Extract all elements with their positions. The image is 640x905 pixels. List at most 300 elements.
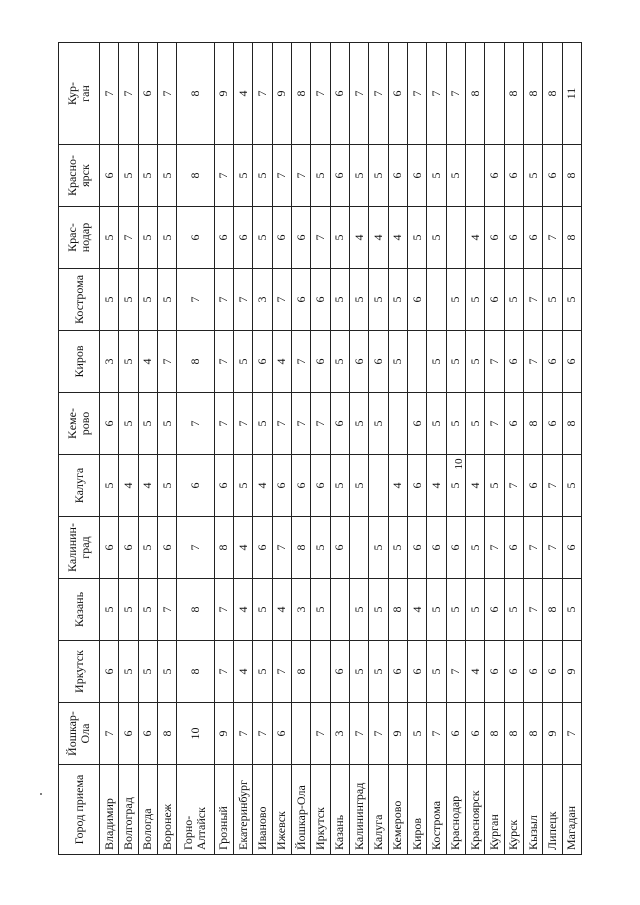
value-cell: 6	[543, 331, 562, 393]
value-cell: 5	[427, 331, 446, 393]
value-cell: 5	[446, 393, 465, 455]
city-name-line: Казань	[332, 814, 347, 850]
value-cell: 9	[214, 703, 233, 765]
value-cell: 9	[543, 703, 562, 765]
value-cell: 5	[427, 393, 446, 455]
value-cell: 6	[138, 43, 157, 145]
value-cell: 5	[157, 145, 176, 207]
value-cell: 5	[349, 579, 368, 641]
city-cell	[330, 765, 349, 855]
city-name-line: Ижевск	[274, 811, 289, 850]
city-cell	[523, 765, 542, 855]
value-cell: 5	[349, 393, 368, 455]
table-row	[177, 43, 214, 855]
value-cell: 7	[272, 393, 291, 455]
value-cell: 4	[272, 579, 291, 641]
value-cell: 5	[157, 641, 176, 703]
table-row	[523, 43, 542, 855]
value-cell: 6	[157, 517, 176, 579]
page-number: 10	[453, 458, 465, 470]
value-cell: 5	[562, 269, 582, 331]
value-cell: 5	[465, 517, 484, 579]
value-cell: 7	[523, 269, 542, 331]
table-row	[407, 43, 426, 855]
value-cell: 7	[100, 703, 119, 765]
value-cell: 5	[253, 579, 272, 641]
value-cell: 6	[427, 517, 446, 579]
value-cell: 6	[407, 641, 426, 703]
column-header-line: Кур-	[65, 81, 79, 106]
value-cell: 5	[138, 269, 157, 331]
value-cell: 6	[504, 207, 523, 269]
column-header-line: ярск	[78, 164, 92, 187]
city-cell	[272, 765, 291, 855]
value-cell: 7	[311, 703, 330, 765]
value-cell: 7	[427, 703, 446, 765]
value-cell: 7	[369, 43, 388, 145]
city-name-line: Иваново	[254, 806, 269, 850]
value-cell: 7	[233, 393, 252, 455]
city-name-line: Липецк	[544, 811, 559, 850]
city-cell	[291, 765, 310, 855]
value-cell: 7	[214, 145, 233, 207]
value-cell: 5	[562, 455, 582, 517]
value-cell: 4	[119, 455, 138, 517]
value-cell	[369, 455, 388, 517]
value-cell: 8	[157, 703, 176, 765]
value-cell: 8	[465, 43, 484, 145]
value-cell: 6	[523, 455, 542, 517]
value-cell: 5	[138, 207, 157, 269]
value-cell: 6	[291, 269, 310, 331]
city-name-line: Грозный	[216, 806, 231, 850]
value-cell: 6	[465, 703, 484, 765]
value-cell: 5	[543, 269, 562, 331]
column-header-line: Киров	[71, 345, 86, 378]
value-cell: 5	[369, 517, 388, 579]
value-cell: 7	[523, 331, 542, 393]
value-cell: 5	[523, 145, 542, 207]
value-cell: 6	[272, 703, 291, 765]
value-cell: 5	[427, 579, 446, 641]
value-cell: 5	[157, 207, 176, 269]
column-header-line: Иркутск	[71, 650, 86, 693]
value-cell: 6	[330, 641, 349, 703]
value-cell: 5	[349, 641, 368, 703]
value-cell: 6	[485, 207, 504, 269]
value-cell: 4	[388, 455, 407, 517]
value-cell: 4	[407, 579, 426, 641]
value-cell: 8	[177, 579, 214, 641]
value-cell	[311, 641, 330, 703]
value-cell: 5	[311, 145, 330, 207]
table-row	[100, 43, 119, 855]
city-cell	[233, 765, 252, 855]
value-cell: 7	[177, 517, 214, 579]
city-name-line: Кострома	[428, 800, 443, 850]
column-header	[59, 393, 100, 455]
transfer-days-table	[58, 42, 582, 855]
value-cell: 7	[157, 43, 176, 145]
value-cell: 4	[233, 43, 252, 145]
value-cell: 5	[465, 269, 484, 331]
city-cell	[177, 765, 214, 855]
value-cell: 5	[138, 517, 157, 579]
table-row	[369, 43, 388, 855]
value-cell: 6	[291, 455, 310, 517]
value-cell: 4	[427, 455, 446, 517]
value-cell: 6	[272, 455, 291, 517]
table-row	[253, 43, 272, 855]
value-cell: 5	[100, 207, 119, 269]
value-cell: 8	[177, 331, 214, 393]
value-cell: 7	[562, 703, 582, 765]
scan-speck	[40, 793, 42, 795]
value-cell: 8	[523, 393, 542, 455]
city-cell	[504, 765, 523, 855]
value-cell: 7	[446, 43, 465, 145]
value-cell: 5	[119, 641, 138, 703]
value-cell: 7	[543, 207, 562, 269]
value-cell: 7	[504, 455, 523, 517]
value-cell: 6	[214, 455, 233, 517]
value-cell: 4	[233, 517, 252, 579]
value-cell: 6	[311, 455, 330, 517]
value-cell: 5	[504, 579, 523, 641]
value-cell: 5	[330, 331, 349, 393]
value-cell: 9	[214, 43, 233, 145]
table-row	[214, 43, 233, 855]
value-cell: 3	[291, 579, 310, 641]
value-cell: 6	[177, 455, 214, 517]
value-cell: 5	[119, 269, 138, 331]
value-cell: 3	[330, 703, 349, 765]
value-cell: 7	[291, 393, 310, 455]
value-cell: 6	[233, 207, 252, 269]
value-cell: 5	[119, 331, 138, 393]
value-cell: 8	[523, 43, 542, 145]
value-cell: 5	[465, 393, 484, 455]
city-cell	[100, 765, 119, 855]
table-row	[291, 43, 310, 855]
city-name-line: Кемерово	[390, 800, 405, 850]
value-cell: 5	[446, 269, 465, 331]
value-cell: 7	[157, 331, 176, 393]
value-cell: 6	[138, 703, 157, 765]
value-cell: 7	[233, 703, 252, 765]
column-header	[59, 579, 100, 641]
value-cell: 6	[504, 641, 523, 703]
table-row	[504, 43, 523, 855]
value-cell: 5	[465, 579, 484, 641]
value-cell: 6	[485, 269, 504, 331]
value-cell: 6	[485, 145, 504, 207]
value-cell: 5	[388, 269, 407, 331]
value-cell: 5	[349, 269, 368, 331]
table-body	[100, 43, 582, 855]
city-name-line: Вологда	[140, 808, 155, 850]
value-cell: 7	[272, 145, 291, 207]
value-cell: 8	[523, 703, 542, 765]
value-cell: 5	[369, 269, 388, 331]
city-name-line: Магадан	[564, 805, 579, 850]
value-cell: 5	[465, 331, 484, 393]
value-cell: 8	[485, 703, 504, 765]
value-cell: 7	[427, 43, 446, 145]
value-cell: 7	[349, 703, 368, 765]
city-name-line: Краснодар	[448, 795, 463, 850]
value-cell: 7	[543, 455, 562, 517]
value-cell: 10	[177, 703, 214, 765]
value-cell: 7	[485, 393, 504, 455]
value-cell: 6	[543, 393, 562, 455]
value-cell: 5	[330, 455, 349, 517]
city-name-line: Курск	[506, 819, 521, 850]
value-cell: 6	[407, 455, 426, 517]
column-header	[59, 641, 100, 703]
value-cell: 5	[485, 455, 504, 517]
value-cell: 4	[465, 455, 484, 517]
value-cell: 8	[562, 207, 582, 269]
column-header	[59, 145, 100, 207]
value-cell: 6	[291, 207, 310, 269]
column-header-line: ган	[78, 85, 92, 102]
value-cell: 7	[349, 43, 368, 145]
city-name-line: Калининград	[351, 782, 366, 850]
table-row	[349, 43, 368, 855]
table-row	[543, 43, 562, 855]
value-cell: 5	[138, 579, 157, 641]
value-cell: 5	[446, 331, 465, 393]
value-cell: 7	[485, 331, 504, 393]
city-cell	[349, 765, 368, 855]
table-row	[330, 43, 349, 855]
value-cell: 4	[369, 207, 388, 269]
city-cell	[485, 765, 504, 855]
value-cell: 8	[177, 43, 214, 145]
value-cell: 6	[311, 269, 330, 331]
value-cell: 7	[523, 517, 542, 579]
city-cell	[253, 765, 272, 855]
value-cell: 4	[465, 207, 484, 269]
value-cell: 6	[100, 393, 119, 455]
value-cell: 6	[272, 207, 291, 269]
column-header	[59, 517, 100, 579]
value-cell: 5	[253, 145, 272, 207]
value-cell	[427, 269, 446, 331]
value-cell: 5	[349, 455, 368, 517]
value-cell: 6	[214, 207, 233, 269]
value-cell	[485, 43, 504, 145]
value-cell: 7	[100, 43, 119, 145]
value-cell: 6	[543, 641, 562, 703]
value-cell: 7	[291, 331, 310, 393]
value-cell: 6	[504, 331, 523, 393]
value-cell: 7	[157, 579, 176, 641]
column-header	[59, 455, 100, 517]
value-cell: 9	[562, 641, 582, 703]
column-header-line: Ола	[78, 723, 92, 744]
value-cell	[349, 517, 368, 579]
value-cell: 5	[157, 455, 176, 517]
city-name-line: Красноярск	[467, 790, 482, 850]
value-cell: 6	[407, 145, 426, 207]
value-cell: 5	[233, 145, 252, 207]
value-cell: 8	[291, 43, 310, 145]
value-cell: 6	[100, 641, 119, 703]
value-cell: 7	[177, 393, 214, 455]
city-cell	[369, 765, 388, 855]
value-cell: 5	[100, 455, 119, 517]
city-cell	[157, 765, 176, 855]
value-cell: 4	[138, 331, 157, 393]
city-name-line: Воронеж	[159, 803, 174, 850]
value-cell: 5	[427, 641, 446, 703]
value-cell: 6	[504, 517, 523, 579]
column-header-line: Крас-	[65, 223, 79, 252]
value-cell: 7	[446, 641, 465, 703]
column-header	[59, 207, 100, 269]
city-cell	[388, 765, 407, 855]
value-cell: 4	[253, 455, 272, 517]
value-cell: 5	[311, 517, 330, 579]
city-name-line: Горно-	[181, 815, 196, 850]
value-cell: 5	[138, 393, 157, 455]
value-cell: 8	[388, 579, 407, 641]
value-cell: 5	[427, 145, 446, 207]
value-cell: 5	[349, 145, 368, 207]
city-name-line: Волгоград	[120, 797, 135, 850]
value-cell: 4	[349, 207, 368, 269]
column-header	[59, 331, 100, 393]
value-cell: 5	[100, 579, 119, 641]
value-cell: 5	[504, 269, 523, 331]
value-cell: 8	[214, 517, 233, 579]
value-cell: 4	[138, 455, 157, 517]
value-cell: 7	[311, 43, 330, 145]
city-name-line: Киров	[409, 817, 424, 850]
city-name-line: Иркутск	[312, 807, 327, 850]
column-header-line: Кострома	[71, 274, 86, 325]
column-header-line: Красно-	[65, 154, 79, 197]
value-cell: 7	[214, 331, 233, 393]
value-cell: 6	[388, 641, 407, 703]
value-cell: 8	[291, 641, 310, 703]
value-cell: 7	[177, 269, 214, 331]
value-cell	[388, 393, 407, 455]
value-cell: 5	[253, 207, 272, 269]
value-cell: 11	[562, 43, 582, 145]
value-cell: 5	[119, 393, 138, 455]
table-row	[485, 43, 504, 855]
value-cell: 5	[427, 207, 446, 269]
city-cell	[562, 765, 582, 855]
value-cell: 5	[138, 145, 157, 207]
value-cell: 7	[407, 43, 426, 145]
value-cell: 7	[369, 703, 388, 765]
value-cell: 5	[562, 579, 582, 641]
table-row	[465, 43, 484, 855]
value-cell: 6	[311, 331, 330, 393]
value-cell: 5	[330, 207, 349, 269]
value-cell: 7	[214, 269, 233, 331]
value-cell	[407, 331, 426, 393]
table-row	[233, 43, 252, 855]
value-cell: 6	[523, 207, 542, 269]
value-cell: 4	[465, 641, 484, 703]
city-cell	[311, 765, 330, 855]
value-cell: 8	[504, 703, 523, 765]
value-cell: 9	[388, 703, 407, 765]
value-cell: 6	[100, 517, 119, 579]
value-cell: 7	[214, 393, 233, 455]
value-cell: 8	[177, 641, 214, 703]
value-cell: 7	[311, 207, 330, 269]
table-row	[119, 43, 138, 855]
value-cell: 6	[446, 517, 465, 579]
value-cell: 6	[543, 145, 562, 207]
value-cell: 7	[253, 703, 272, 765]
table-row	[157, 43, 176, 855]
city-cell	[119, 765, 138, 855]
value-cell: 5	[100, 269, 119, 331]
city-name-line: Калуга	[370, 814, 385, 850]
value-cell: 5	[330, 269, 349, 331]
city-cell	[465, 765, 484, 855]
city-name-line: Владимир	[101, 798, 116, 850]
column-header-line: Калинин-	[65, 523, 79, 572]
table-row	[272, 43, 291, 855]
value-cell: 7	[119, 43, 138, 145]
value-cell: 5	[407, 703, 426, 765]
value-cell: 5	[157, 393, 176, 455]
table-row	[388, 43, 407, 855]
value-cell: 7	[214, 641, 233, 703]
value-cell: 6	[330, 517, 349, 579]
value-cell: 6	[388, 43, 407, 145]
value-cell: 6	[407, 269, 426, 331]
value-cell: 5	[157, 269, 176, 331]
value-cell: 5	[119, 579, 138, 641]
value-cell: 4	[388, 207, 407, 269]
value-cell: 6	[407, 393, 426, 455]
value-cell: 5	[446, 579, 465, 641]
value-cell: 8	[291, 517, 310, 579]
value-cell: 7	[214, 579, 233, 641]
value-cell: 7	[233, 269, 252, 331]
column-header-line: Калуга	[71, 467, 86, 504]
value-cell: 6	[388, 145, 407, 207]
value-cell: 3	[100, 331, 119, 393]
column-header-line: Йошкар-	[65, 711, 79, 756]
value-cell: 5	[138, 641, 157, 703]
city-name-line: Екатеринбург	[235, 780, 250, 850]
header-row	[59, 43, 100, 855]
value-cell: 5	[233, 331, 252, 393]
value-cell: 4	[233, 579, 252, 641]
value-cell: 5	[233, 455, 252, 517]
value-cell: 6	[253, 331, 272, 393]
value-cell: 7	[272, 517, 291, 579]
value-cell: 6	[330, 393, 349, 455]
column-header	[59, 43, 100, 145]
city-cell	[407, 765, 426, 855]
column-header-line: Казань	[71, 591, 86, 628]
value-cell: 8	[562, 393, 582, 455]
value-cell: 5	[446, 455, 465, 517]
value-cell: 5	[446, 145, 465, 207]
value-cell: 6	[504, 145, 523, 207]
